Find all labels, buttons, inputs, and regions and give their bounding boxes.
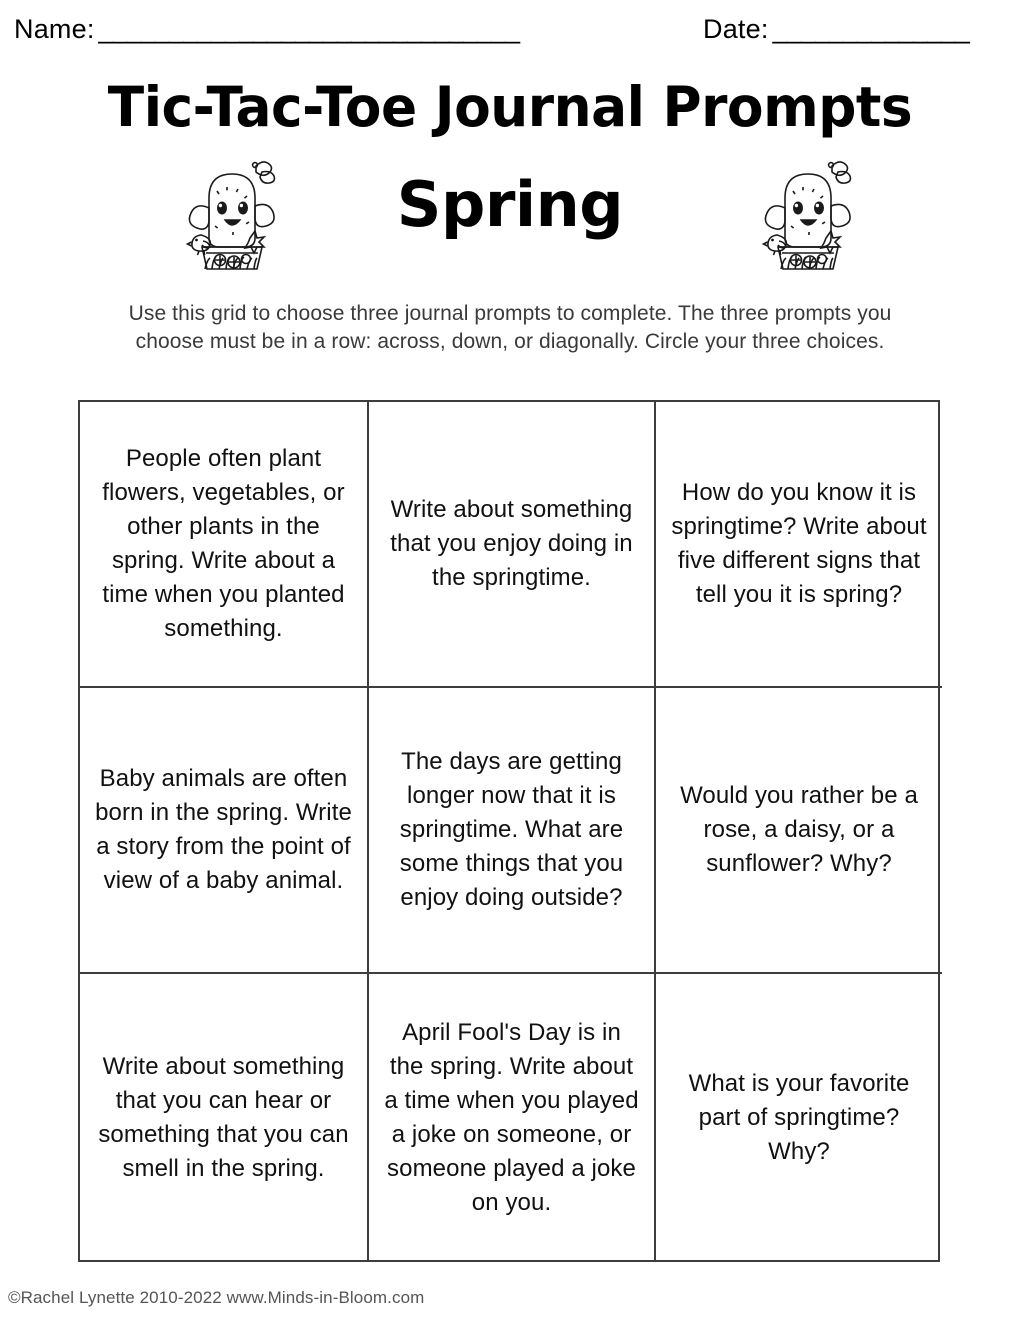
date-label: Date: — [703, 14, 769, 44]
prompt-text: April Fool's Day is in the spring. Write about a time when you played a joke on someone, or someone played a joke on you. — [384, 1019, 639, 1216]
prompt-text: People often plant flowers, vegetables, or other plants in the spring. Write about a time when you planted something. — [102, 445, 345, 642]
instructions-text: Use this grid to choose three journal prompts to complete. The three prompts you choose must be in a row: across, down, or diagonally. Circle your three choices. — [128, 302, 892, 353]
name-field[interactable] — [14, 14, 519, 45]
prompt-cell[interactable] — [80, 688, 369, 974]
name-label: Name: — [14, 14, 95, 44]
page-title — [0, 76, 1020, 138]
prompt-text: Write about something that you can hear or something that you can smell in the spring. — [98, 1053, 349, 1182]
prompt-text: What is your favorite part of springtime? Why? — [688, 1070, 910, 1165]
prompt-cell[interactable] — [656, 974, 942, 1262]
prompt-cell[interactable] — [656, 688, 942, 974]
prompt-text: How do you know it is springtime? Write about five different signs that tell you it is spring? — [671, 479, 927, 608]
date-write-line[interactable]: ______________ — [772, 14, 969, 44]
name-date-row — [0, 14, 1020, 58]
copyright-notice: ©Rachel Lynette 2010-2022 www.Minds-in-Bloom.com — [8, 1288, 425, 1307]
prompt-cell[interactable] — [369, 974, 656, 1262]
prompt-cell[interactable] — [369, 688, 656, 974]
season-title-row — [0, 152, 1020, 272]
title-season-text: Spring — [396, 168, 624, 241]
title-main-text: Tic-Tac-Toe Journal Prompts — [107, 75, 913, 139]
prompt-cell[interactable] — [80, 402, 369, 688]
name-write-line[interactable]: ______________________________ — [98, 14, 520, 44]
prompt-text: Baby animals are often born in the spring. Write a story from the point of view of a baby animal. — [95, 765, 352, 894]
prompt-cell[interactable] — [656, 402, 942, 688]
tic-tac-toe-grid — [78, 400, 940, 1262]
prompt-text: The days are getting longer now that it is springtime. What are some things that you enjoy doing outside? — [399, 748, 624, 911]
prompt-text: Would you rather be a rose, a daisy, or a sunflower? Why? — [680, 782, 918, 877]
date-field[interactable] — [703, 14, 969, 45]
cactus-in-pot-icon — [752, 152, 864, 270]
prompt-text: Write about something that you enjoy doing in the springtime. — [390, 496, 633, 591]
prompt-cell[interactable] — [369, 402, 656, 688]
prompt-cell[interactable] — [80, 974, 369, 1262]
